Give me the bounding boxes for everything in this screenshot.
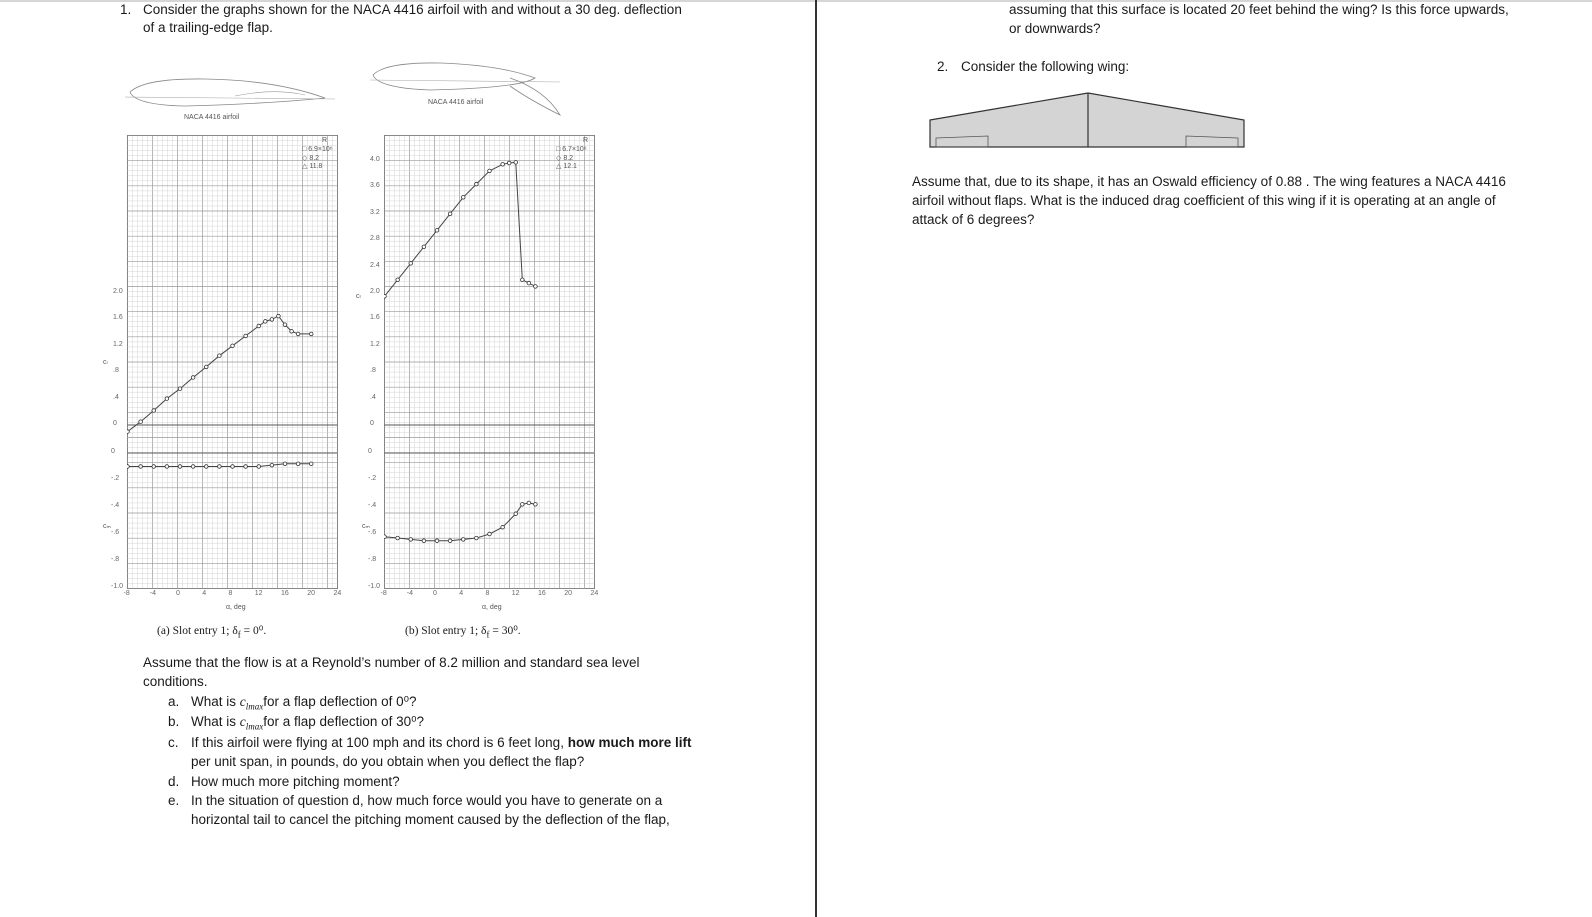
cl-data-point xyxy=(396,278,400,282)
cl-data-point xyxy=(527,281,531,285)
y-tick-label-cl: .8 xyxy=(370,367,376,375)
x-tick-label: 24 xyxy=(590,590,599,597)
continuation-line1: assuming that this surface is located 20 feet behind the wing? Is this force upwards, xyxy=(1009,2,1509,17)
y-tick-label-cl: .4 xyxy=(370,393,376,401)
cm-data-point xyxy=(475,536,479,540)
cm-data-point xyxy=(309,462,313,466)
legend-b-entry: ◇ 8.2 xyxy=(556,155,574,162)
cm-data-point xyxy=(448,539,452,543)
cm-data-point xyxy=(231,465,235,469)
subq-a-sub: lmax xyxy=(245,701,264,712)
subq-e-line2: horizontal tail to cancel the pitching moment caused by the deflection of the flap, xyxy=(191,812,670,827)
cl-data-point xyxy=(204,365,208,369)
caption-b-tail: = 30⁰. xyxy=(489,625,521,637)
legend-a-entry: □ 6.9×10⁶ xyxy=(302,146,333,153)
cl-data-point xyxy=(178,387,182,391)
x-tick-label: 16 xyxy=(281,590,289,597)
x-tick-label: 4 xyxy=(202,590,207,597)
subq-c-letter: c. xyxy=(168,735,179,750)
caption-a xyxy=(157,622,266,644)
cl-data-point xyxy=(296,332,300,336)
caption-b-sub: f xyxy=(486,629,490,640)
subq-b-sub: lmax xyxy=(245,721,264,732)
y-tick-label-cm: -1.0 xyxy=(368,583,381,590)
y-tick-label-cm: -.2 xyxy=(111,475,120,482)
cl-data-point xyxy=(277,314,281,318)
cl-data-point xyxy=(475,182,479,186)
page-divider xyxy=(815,0,817,917)
continuation-line2: or downwards? xyxy=(1009,21,1101,36)
cm-data-point xyxy=(296,462,300,466)
cl-data-point xyxy=(501,163,505,167)
subq-a-post: for a flap deflection of 0⁰? xyxy=(263,694,417,709)
subq-d: How much more pitching moment? xyxy=(191,774,400,789)
x-tick-label: 12 xyxy=(254,590,263,597)
cl-data-point xyxy=(309,332,313,336)
airfoil-sketch-b xyxy=(370,60,580,120)
wing-diagram xyxy=(928,88,1250,154)
ylabel-a-cm: cₘ xyxy=(103,523,111,530)
cm-data-point xyxy=(283,462,287,466)
x-tick-label: -8 xyxy=(123,590,130,597)
cm-data-point xyxy=(521,503,525,507)
x-tick-label: 0 xyxy=(176,590,180,597)
legend-a-entry: ◇ 8.2 xyxy=(302,155,320,162)
ylabel-b-cm: cₘ xyxy=(362,523,370,530)
assume-line2: conditions. xyxy=(143,674,208,689)
legend-a-entry: △ 11.8 xyxy=(302,163,323,170)
cl-data-point xyxy=(488,169,492,173)
y-tick-label-cl: 2.4 xyxy=(370,261,380,269)
airfoil-sketch-a xyxy=(125,70,340,110)
xlabel-b: α, deg xyxy=(482,604,502,611)
y-tick-label-cl: 1.2 xyxy=(370,340,380,348)
cm-data-point xyxy=(527,501,531,505)
cl-data-point xyxy=(435,229,439,233)
subq-e-line1: In the situation of question d, how much force would you have to generate on a xyxy=(191,793,663,808)
cm-data-point xyxy=(461,538,465,542)
ylabel-a-cl: cₗ xyxy=(103,359,108,366)
cm-data-point xyxy=(534,503,538,507)
cm-data-point xyxy=(384,535,386,539)
caption-b-text: (b) Slot entry 1; δ xyxy=(405,625,487,637)
q2-assume-line2: airfoil without flaps. What is the induced drag coefficient of this wing if it is operating at an angle of xyxy=(912,193,1496,208)
subq-d-letter: d. xyxy=(168,774,180,789)
cm-data-point xyxy=(488,532,492,536)
cl-data-point xyxy=(231,344,235,348)
legend-b-header: R xyxy=(583,137,589,144)
cl-data-point xyxy=(521,278,525,282)
question1-line2: of a trailing-edge flap. xyxy=(143,20,273,35)
cl-data-point xyxy=(257,324,261,328)
cl-data-point xyxy=(461,196,465,200)
cl-data-point xyxy=(290,329,294,333)
y-tick-label-cm: -.4 xyxy=(368,502,377,509)
y-tick-label-cl: .8 xyxy=(113,367,119,375)
subq-a-var: c xyxy=(239,694,246,709)
chart-b xyxy=(384,135,600,593)
q2-assume-line1: Assume that, due to its shape, it has an Oswald efficiency of 0.88 . The wing features a NACA 4416 xyxy=(912,174,1506,189)
cm-data-point xyxy=(501,525,505,529)
y-tick-label-cl: 1.2 xyxy=(113,340,123,348)
q2-assume-line3: attack of 6 degrees? xyxy=(912,212,1035,227)
caption-b xyxy=(405,622,521,644)
cm-data-point xyxy=(409,538,413,542)
legend-b-value: 8.2 xyxy=(563,155,574,162)
legend-a-header: R xyxy=(322,137,328,144)
cl-data-point xyxy=(139,420,143,424)
cm-data-point xyxy=(435,539,439,543)
cl-data-point xyxy=(534,285,538,289)
question2-text: Consider the following wing: xyxy=(961,59,1130,74)
y-tick-label-cl: 0 xyxy=(370,420,374,427)
cm-data-point xyxy=(257,465,261,469)
y-tick-label-cm: -.4 xyxy=(111,502,120,509)
x-tick-label: -8 xyxy=(380,590,387,597)
y-tick-label-cl: .4 xyxy=(113,393,119,401)
cl-data-point xyxy=(507,161,511,165)
cm-data-point xyxy=(139,465,143,469)
y-tick-label-cl: 3.6 xyxy=(370,182,380,190)
cm-data-point xyxy=(396,536,400,540)
y-tick-label-cm: -.8 xyxy=(111,556,120,563)
cl-data-point xyxy=(218,354,222,358)
x-tick-label: 0 xyxy=(433,590,437,597)
cl-data-point xyxy=(165,397,169,401)
cl-data-point xyxy=(409,262,413,266)
y-tick-label-cm: -.2 xyxy=(368,475,377,482)
cl-data-point xyxy=(384,295,386,299)
x-tick-label: -4 xyxy=(149,590,156,597)
question1-number: 1. xyxy=(120,2,132,17)
cl-data-point xyxy=(152,409,156,413)
x-tick-label: 20 xyxy=(307,590,316,597)
x-tick-label: -4 xyxy=(406,590,413,597)
y-tick-label-cl: 1.6 xyxy=(370,314,380,322)
subq-a-pre: What is xyxy=(191,694,240,709)
y-tick-label-cm: -1.0 xyxy=(111,583,124,590)
airfoil-label-b: NACA 4416 airfoil xyxy=(428,99,484,106)
y-tick-label-cm: -.6 xyxy=(368,529,377,536)
legend-b-entry: △ 12.1 xyxy=(556,163,577,170)
caption-a-text: (a) Slot entry 1; δ xyxy=(157,625,238,637)
legend-b-value: 12.1 xyxy=(563,163,577,170)
subq-c-line2: per unit span, in pounds, do you obtain when you deflect the flap? xyxy=(191,754,585,769)
chart-a xyxy=(127,135,343,593)
subq-b-var: c xyxy=(239,714,246,729)
legend-b-entry: □ 6.7×10⁶ xyxy=(556,146,587,153)
subq-b-post: for a flap deflection of 30⁰? xyxy=(263,714,425,729)
caption-a-sub: f xyxy=(237,629,241,640)
cm-data-point xyxy=(422,539,426,543)
y-tick-label-cl: 2.0 xyxy=(113,288,123,295)
subq-a-letter: a. xyxy=(168,694,180,709)
x-tick-label: 8 xyxy=(485,590,490,597)
caption-a-tail: = 0⁰. xyxy=(240,625,267,637)
subq-c-pre: If this airfoil were flying at 100 mph and its chord is 6 feet long, xyxy=(191,735,568,750)
legend-a-value: 8.2 xyxy=(309,155,320,162)
cm-data-point xyxy=(127,465,129,469)
y-tick-label-cl: 0 xyxy=(113,420,117,427)
y-tick-label-cl: 4.0 xyxy=(370,156,380,163)
cm-data-point xyxy=(244,465,248,469)
cl-data-point xyxy=(191,376,195,380)
assume-line1: Assume that the flow is at a Reynold’s number of 8.2 million and standard sea level xyxy=(143,655,640,670)
ylabel-b-cl: cₗ xyxy=(356,293,361,300)
subq-b-letter: b. xyxy=(168,714,180,729)
question1-line1: Consider the graphs shown for the NACA 4416 airfoil with and without a 30 deg. deflection xyxy=(143,2,682,17)
x-tick-label: 20 xyxy=(564,590,573,597)
x-tick-label: 12 xyxy=(511,590,520,597)
subq-b-pre: What is xyxy=(191,714,240,729)
y-tick-label-cl: 3.2 xyxy=(370,208,380,216)
cm-data-point xyxy=(178,465,182,469)
y-tick-label-cl: 2.0 xyxy=(370,288,380,295)
cl-data-point xyxy=(264,320,268,324)
x-tick-label: 4 xyxy=(459,590,464,597)
y-tick-label-cl: 1.6 xyxy=(113,314,123,322)
cm-data-point xyxy=(218,465,222,469)
cm-data-point xyxy=(191,465,195,469)
cl-data-point xyxy=(244,334,248,338)
cm-data-point xyxy=(270,463,274,467)
x-tick-label: 24 xyxy=(333,590,342,597)
legend-b-value: 6.7×10⁶ xyxy=(562,146,587,153)
x-tick-label: 8 xyxy=(228,590,233,597)
airfoil-label-a: NACA 4416 airfoil xyxy=(184,114,240,121)
cl-data-point xyxy=(270,318,274,322)
subq-c-line1 xyxy=(191,733,691,752)
y-tick-label-cm: -.6 xyxy=(111,529,120,536)
subq-e-letter: e. xyxy=(168,793,180,808)
y-tick-label-cm: 0 xyxy=(368,448,372,455)
cl-data-point xyxy=(448,212,452,216)
cm-data-point xyxy=(204,465,208,469)
xlabel-a: α, deg xyxy=(226,604,246,611)
cl-data-point xyxy=(127,430,129,434)
subq-c-bold: how much more lift xyxy=(567,735,692,750)
cm-data-point xyxy=(152,465,156,469)
cm-data-point xyxy=(165,465,169,469)
cl-data-point xyxy=(283,323,287,327)
question2-number: 2. xyxy=(937,59,949,74)
legend-a-value: 11.8 xyxy=(309,163,323,170)
cl-data-point xyxy=(422,245,426,249)
cm-data-point xyxy=(514,512,518,516)
x-tick-label: 16 xyxy=(538,590,546,597)
y-tick-label-cl: 2.8 xyxy=(370,235,380,243)
y-tick-label-cm: 0 xyxy=(111,448,115,455)
y-tick-label-cm: -.8 xyxy=(368,556,377,563)
legend-a-value: 6.9×10⁶ xyxy=(308,146,333,153)
cl-data-point xyxy=(514,161,518,165)
